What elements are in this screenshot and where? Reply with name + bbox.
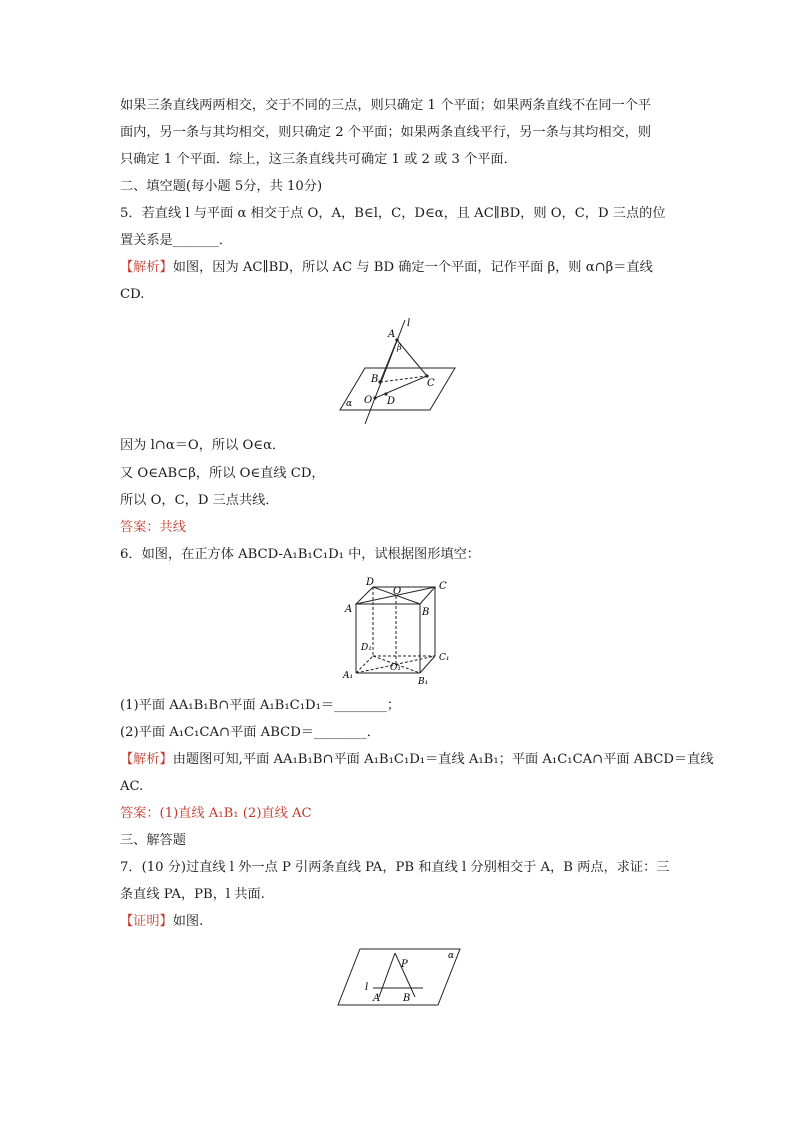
fig3-label-A: A (373, 993, 381, 1004)
analysis-tag: 【解析】 (120, 752, 173, 767)
fig3-label-l: l (365, 982, 369, 993)
label-B: B (371, 374, 379, 385)
figure-plane-triangle (335, 945, 463, 1009)
q5-line-2: 置关系是_______． (120, 233, 233, 248)
q7-proof-line (120, 913, 680, 931)
q6-part-2: (2)平面 A₁C₁CA∩平面 ABCD＝________． (120, 725, 380, 740)
cube-label-B1: B₁ (418, 677, 429, 686)
cube-label-B: B (422, 607, 430, 618)
fig3-label-alpha: α (448, 951, 455, 961)
q5-analysis-line-2: CD. (120, 287, 145, 302)
q6-analysis-line-2: AC. (120, 779, 144, 794)
label-A: A (388, 329, 396, 340)
section-solution-heading: 三、解答题 (120, 833, 186, 848)
label-l: l (407, 318, 411, 329)
cube-label-D: D (366, 577, 375, 588)
q7-proof-text: 如图. (172, 914, 204, 929)
label-D: D (387, 396, 396, 407)
q6-analysis-line-1 (120, 751, 714, 769)
q5-answer: 答案：共线 (120, 520, 186, 535)
cube-label-O: O (393, 586, 402, 597)
fig3-label-B: B (403, 993, 411, 1004)
q5-step-3: 所以 O，C，D 三点共线． (120, 493, 279, 508)
label-C: C (427, 378, 435, 389)
cube-label-O1: O₁ (390, 663, 401, 673)
label-beta: β (397, 343, 402, 352)
cube-label-A: A (345, 604, 353, 615)
q5-analysis-line-1 (120, 259, 680, 277)
q5-step-1: 因为 l∩α＝O，所以 O∈α． (120, 438, 286, 453)
section-fill-blank-heading: 二、填空题(每小题 5分，共 10分) (120, 179, 323, 194)
q5-line-1: 5．若直线 l 与平面 α 相交于点 O，A，B∈l，C，D∈α，且 AC∥BD，则 O，C，D 三点的位 (120, 206, 666, 221)
q6-analysis-text: 由题图可知,平面 AA₁B₁B∩平面 A₁B₁C₁D₁＝直线 A₁B₁；平面 A₁C₁CA∩平面 ABCD＝直线 (172, 752, 714, 767)
q7-line-2: 条直线 PA，PB，l 共面. (120, 887, 265, 902)
label-O: O (364, 395, 373, 406)
intro-line-1: 如果三条直线两两相交，交于不同的三点，则只确定 1 个平面；如果两条直线不在同一个平 (120, 98, 652, 113)
figure-cube (340, 574, 460, 686)
proof-tag: 【证明】 (120, 914, 173, 929)
fig3-label-P: P (401, 959, 408, 970)
cube-label-A1: A₁ (343, 671, 354, 681)
label-alpha: α (346, 399, 353, 409)
q6-answer: 答案：(1)直线 A₁B₁ (2)直线 AC (120, 806, 312, 821)
intro-line-2: 面内，另一条与其均相交，则只确定 2 个平面；如果两条直线平行，另一条与其均相交，则 (120, 125, 652, 140)
figure-plane-lines (335, 312, 460, 427)
cube-label-D1: D₁ (361, 643, 372, 653)
cube-label-C1: C₁ (439, 653, 450, 663)
q6-stem: 6．如图，在正方体 ABCD-A₁B₁C₁D₁ 中，试根据图形填空： (120, 547, 480, 562)
q6-part-1: (1)平面 AA₁B₁B∩平面 A₁B₁C₁D₁＝________； (120, 698, 401, 713)
q5-analysis-text: 如图，因为 AC∥BD，所以 AC 与 BD 确定一个平面，记作平面 β，则 α∩β＝直线 (172, 260, 653, 275)
q7-line-1: 7．(10 分)过直线 l 外一点 P 引两条直线 PA，PB 和直线 l 分别相交于 A，B 两点，求证：三 (120, 860, 670, 875)
intro-line-3: 只确定 1 个平面．综上，这三条直线共可确定 1 或 2 或 3 个平面． (120, 152, 517, 167)
q5-step-2: 又 O∈AB⊂β，所以 O∈直线 CD， (120, 466, 325, 481)
analysis-tag: 【解析】 (120, 260, 173, 275)
cube-label-C: C (439, 581, 447, 592)
